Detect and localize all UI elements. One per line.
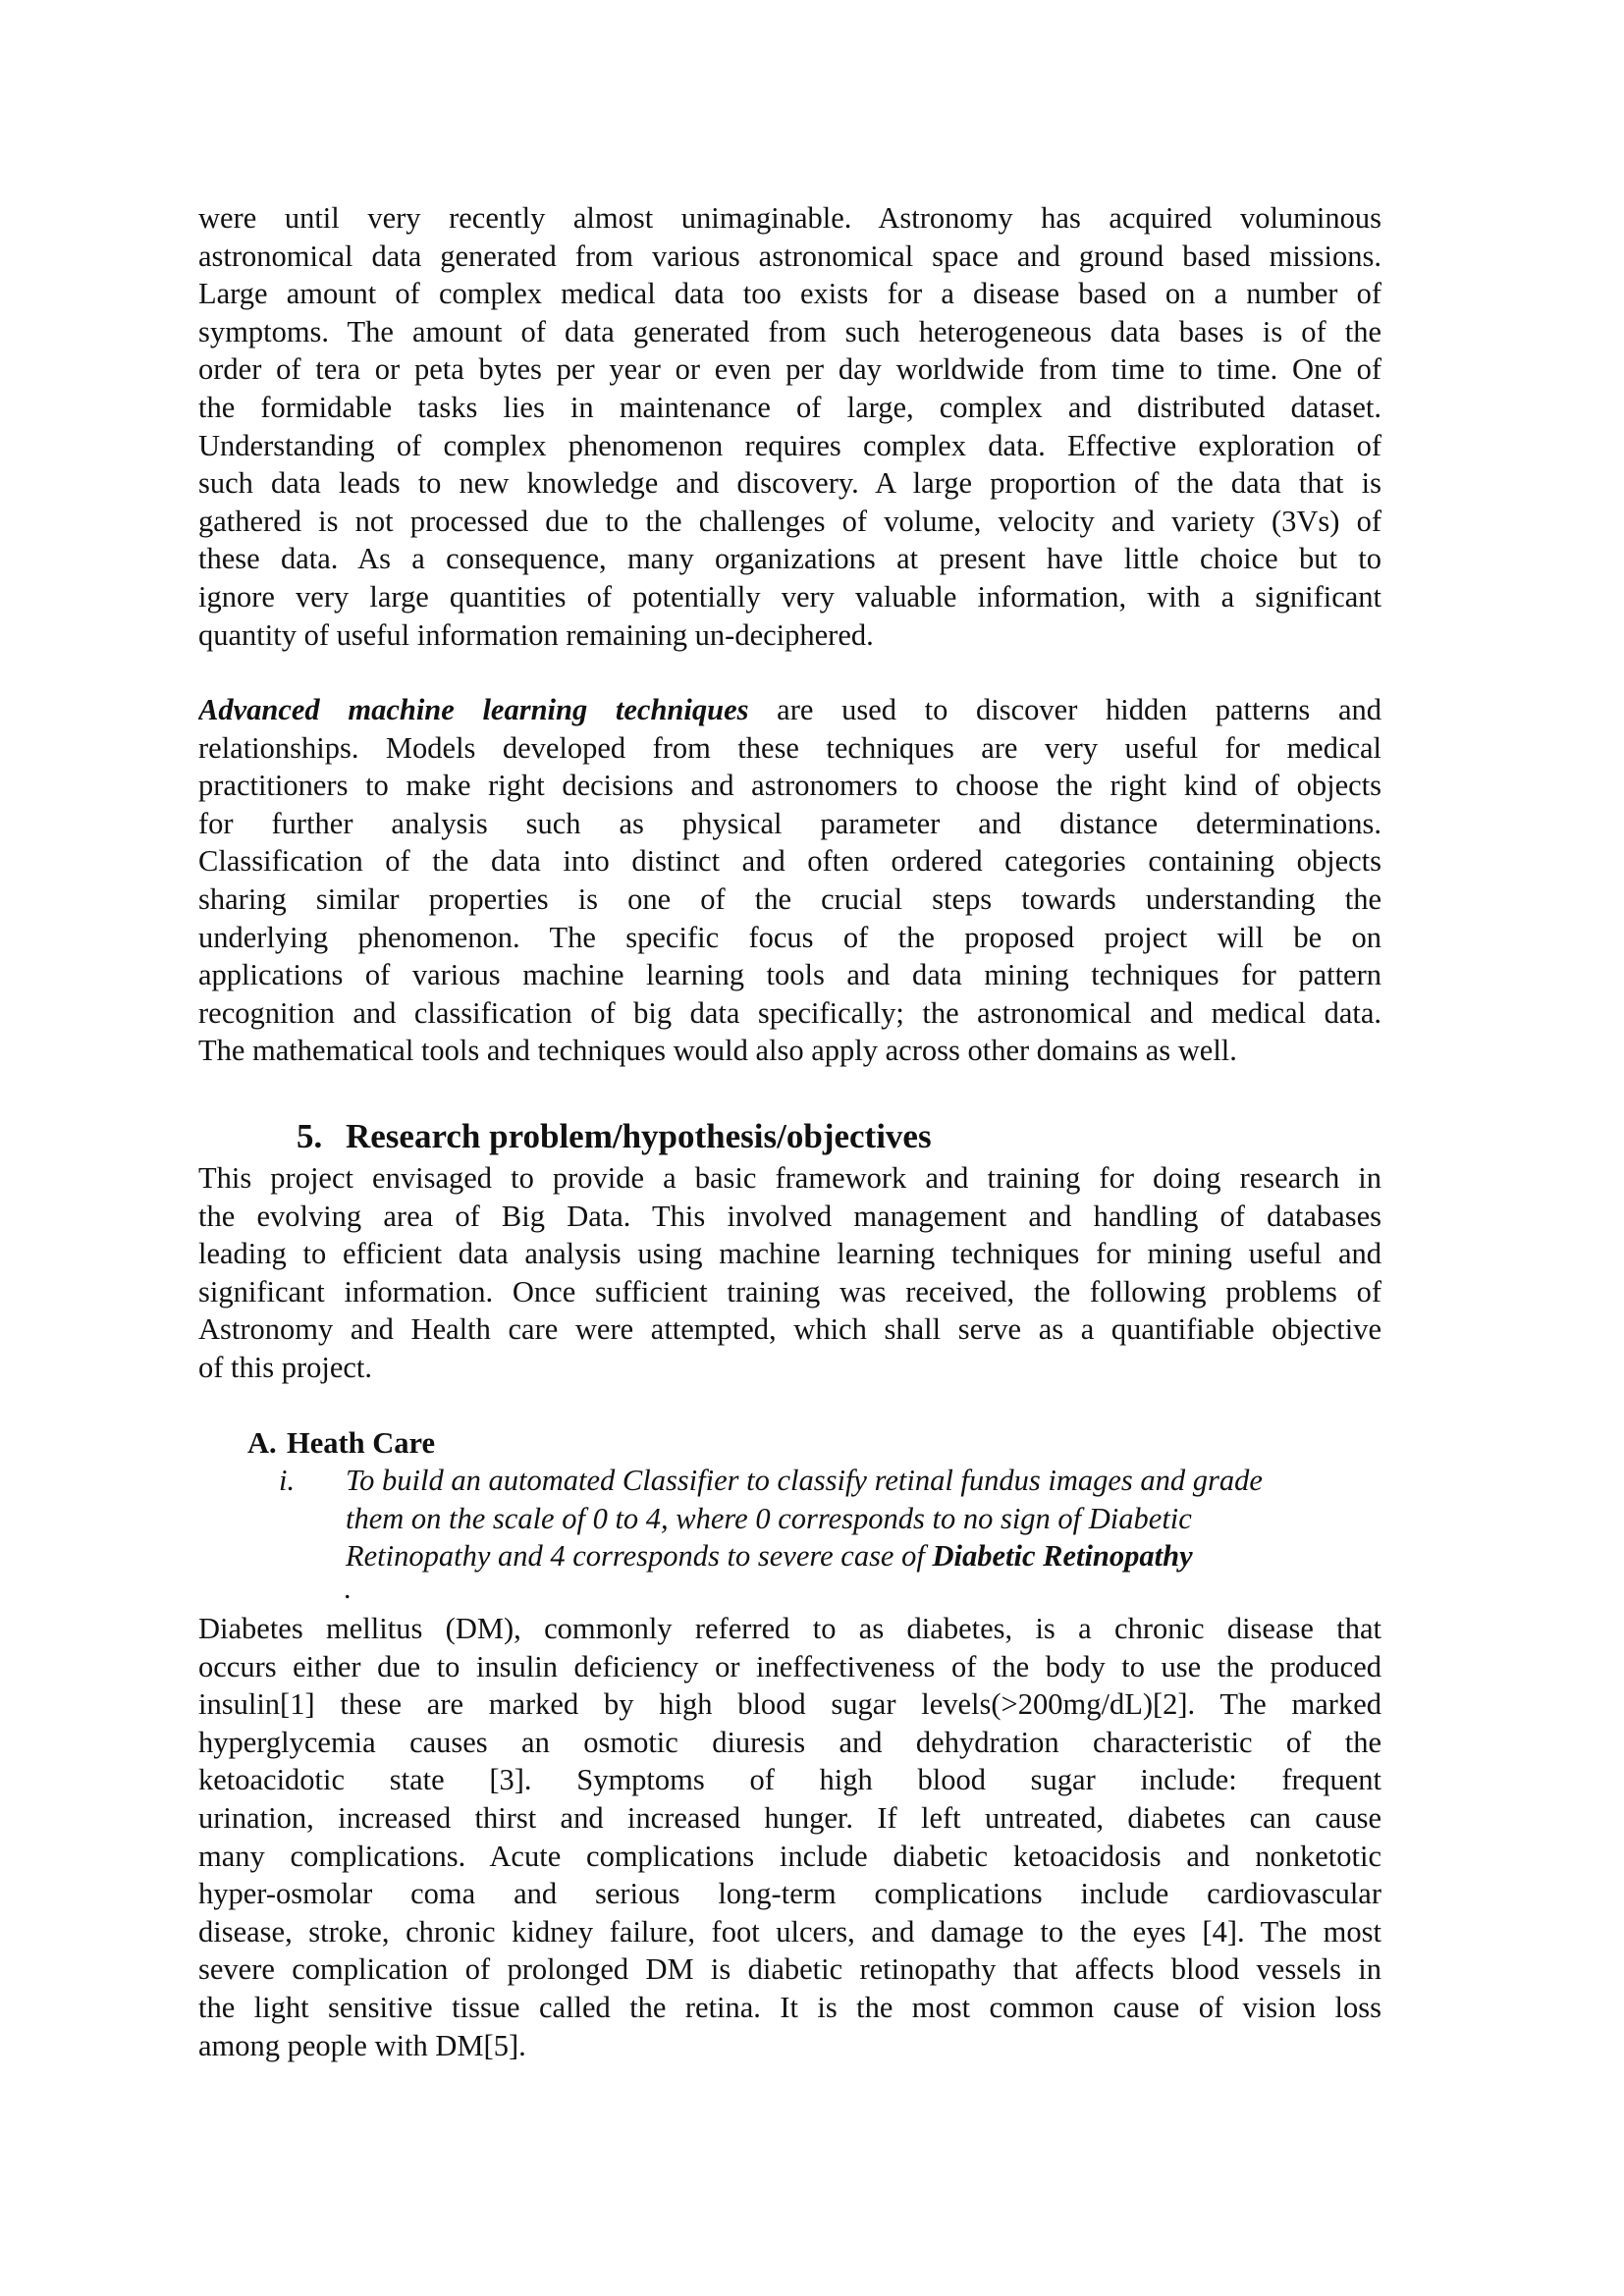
- text-line: The mathematical tools and techniques would also apply across other domains as well.: [198, 1034, 1237, 1068]
- text-line: order of tera or peta bytes per year or even per day worldwide from time to time. One of: [198, 352, 1381, 387]
- text-line: severe complication of prolonged DM is diabetic retinopathy that affects blood vessels in: [198, 1952, 1381, 1987]
- text-fragment: Retinopathy and 4 corresponds to severe case of: [346, 1539, 933, 1574]
- text-line: disease, stroke, chronic kidney failure, foot ulcers, and damage to the eyes [4]. The most: [198, 1914, 1381, 1949]
- text-line: ketoacidotic state [3]. Symptoms of high blood sugar include: frequent: [198, 1763, 1381, 1797]
- emphasis-ml-techniques: Advanced machine learning techniques: [198, 693, 749, 726]
- paragraph-big-data-intro: [198, 199, 1381, 654]
- list-marker: i.: [279, 1464, 296, 1497]
- paragraph-section5-intro: [198, 1159, 1381, 1387]
- text-line: sharing similar properties is one of the crucial steps towards understanding the: [198, 881, 1381, 916]
- text-line: gathered is not processed due to the challenges of volume, velocity and variety (3Vs) of: [198, 504, 1381, 538]
- text-line: significant information. Once sufficient training was received, the following problems of: [198, 1274, 1381, 1308]
- text-line: This project envisaged to provide a basic framework and training for doing research in: [198, 1161, 1381, 1195]
- text-line: [346, 1537, 1367, 1575]
- text-line: Classification of the data into distinct and often ordered categories containing objects: [198, 844, 1381, 879]
- text-line: such data leads to new knowledge and discovery. A large proportion of the data that is: [198, 466, 1381, 501]
- section-title: Research problem/hypothesis/objectives: [346, 1117, 932, 1155]
- subsection-heading: [247, 1424, 435, 1462]
- stray-period: .: [344, 1573, 352, 1605]
- text-line: recognition and classification of big data specifically; the astronomical and medical data.: [198, 995, 1381, 1030]
- text-fragment: are used to discover hidden patterns and: [777, 693, 1381, 726]
- text-line: astronomical data generated from various astronomical space and ground based missions.: [198, 239, 1381, 273]
- paragraph-ml-techniques: [198, 691, 1381, 1070]
- objective-text: [346, 1462, 1367, 1575]
- section-heading: [297, 1117, 932, 1156]
- text-line: them on the scale of 0 to 4, where 0 corresponds to no sign of Diabetic: [346, 1501, 1192, 1535]
- text-line: quantity of useful information remaining un-deciphered.: [198, 617, 874, 652]
- text-line: applications of various machine learning tools and data mining techniques for pattern: [198, 958, 1381, 992]
- text-line: hyper-osmolar coma and serious long-term complications include cardiovascular: [198, 1877, 1381, 1911]
- text-line: underlying phenomenon. The specific focus of the proposed project will be on: [198, 920, 1381, 954]
- text-line: To build an automated Classifier to classify retinal fundus images and grade: [346, 1464, 1263, 1497]
- section-number: 5.: [297, 1117, 323, 1155]
- text-line: symptoms. The amount of data generated from such heterogeneous data bases is of the: [198, 314, 1381, 348]
- text-line: Diabetes mellitus (DM), commonly referred to as diabetes, is a chronic disease that: [198, 1612, 1381, 1645]
- text-line: Astronomy and Health care were attempted, which shall serve as a quantifiable objective: [198, 1312, 1381, 1347]
- subsection-title: Heath Care: [287, 1426, 436, 1460]
- text-line: for further analysis such as physical parameter and distance determinations.: [198, 806, 1381, 840]
- text-line: [198, 691, 1381, 729]
- subsection-letter: A.: [247, 1426, 277, 1460]
- text-line: hyperglycemia causes an osmotic diuresis and dehydration characteristic of the: [198, 1725, 1381, 1759]
- text-line: ignore very large quantities of potentially very valuable information, with a significant: [198, 579, 1381, 614]
- text-line: the formidable tasks lies in maintenance of large, complex and distributed dataset.: [198, 390, 1381, 424]
- text-line: leading to efficient data analysis using machine learning techniques for mining useful and: [198, 1237, 1381, 1271]
- text-line: many complications. Acute complications include diabetic ketoacidosis and nonketotic: [198, 1839, 1381, 1873]
- text-line: relationships. Models developed from these techniques are very useful for medical: [198, 730, 1381, 765]
- text-line: among people with DM[5].: [198, 2028, 526, 2062]
- text-line: were until very recently almost unimaginable. Astronomy has acquired voluminous: [198, 201, 1381, 235]
- text-line: Understanding of complex phenomenon requires complex data. Effective exploration of: [198, 428, 1381, 462]
- paragraph-diabetes: [198, 1610, 1381, 2064]
- text-line: Large amount of complex medical data too exists for a disease based on a number of: [198, 277, 1381, 311]
- text-line: these data. As a consequence, many organizations at present have little choice but to: [198, 542, 1381, 576]
- text-line: urination, increased thirst and increased hunger. If left untreated, diabetes can cause: [198, 1800, 1381, 1835]
- text-line: the light sensitive tissue called the retina. It is the most common cause of vision loss: [198, 1990, 1381, 2024]
- text-line: the evolving area of Big Data. This involved management and handling of databases: [198, 1199, 1381, 1233]
- text-line: of this project.: [198, 1350, 373, 1384]
- text-line: occurs either due to insulin deficiency or ineffectiveness of the body to use the produced: [198, 1649, 1381, 1683]
- emphasis-diabetic-retinopathy: Diabetic Retinopathy: [932, 1539, 1193, 1574]
- text-line: insulin[1] these are marked by high blood sugar levels(>200mg/dL)[2]. The marked: [198, 1687, 1381, 1722]
- text-line: practitioners to make right decisions and astronomers to choose the right kind of objects: [198, 769, 1381, 803]
